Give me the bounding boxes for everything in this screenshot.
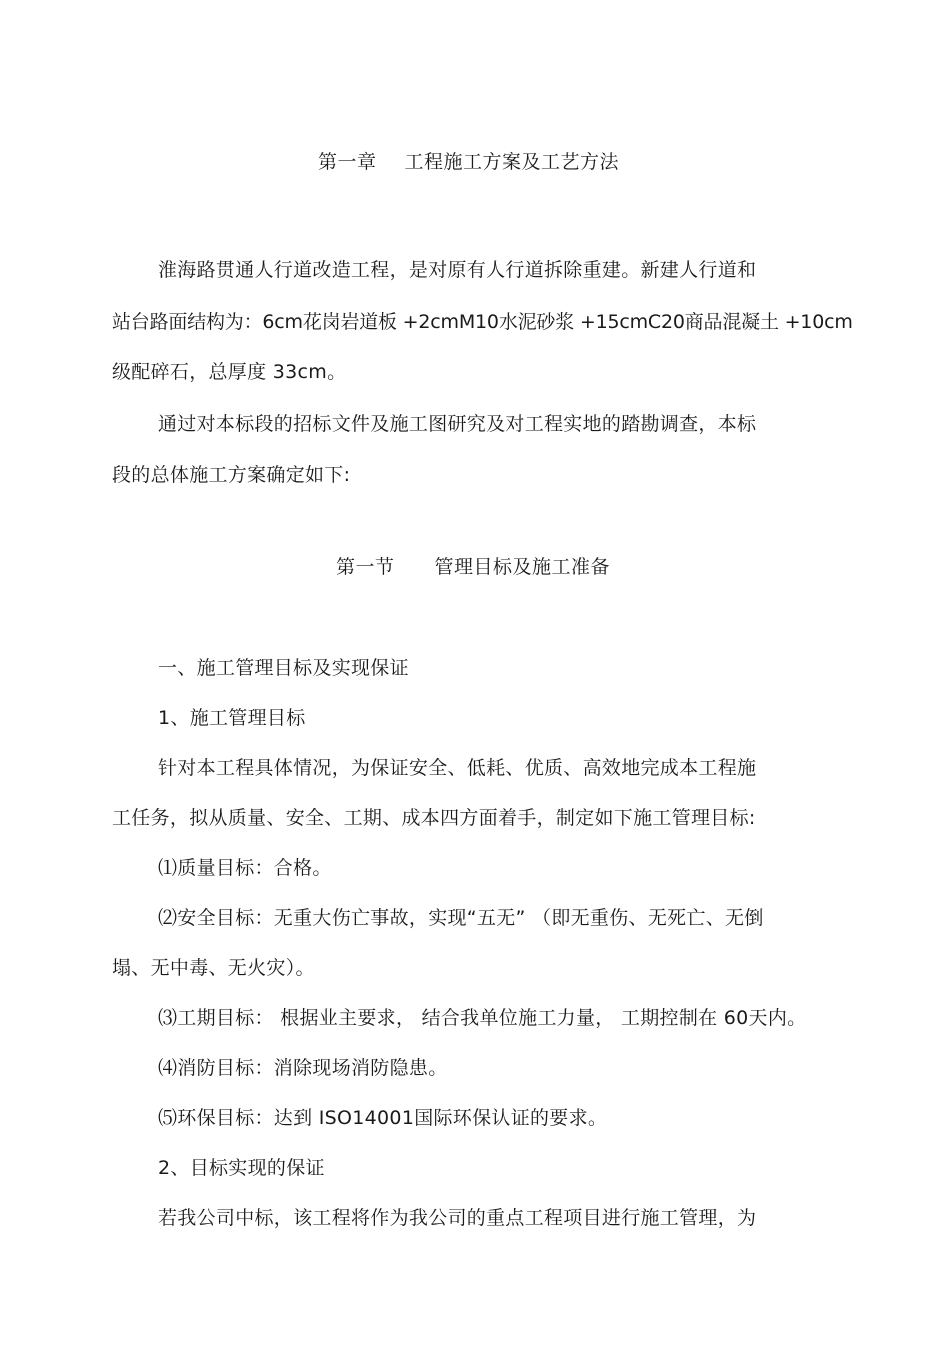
intro-paragraph-1-line-2: 站台路面结构为：6cm花岗岩道板 +2cmM10水泥砂浆 +15cmC20商品混凝土 +10cm (112, 311, 853, 333)
paragraph-4-line-1: 若我公司中标，该工程将作为我公司的重点工程项目进行施工管理，为 (158, 1207, 757, 1229)
intro-paragraph-1-line-1: 淮海路贯通人行道改造工程，是对原有人行道拆除重建。新建人行道和 (158, 259, 757, 281)
chapter-title: 工程施工方案及工艺方法 (404, 151, 620, 173)
subheading-1-1: 1、施工管理目标 (158, 707, 306, 729)
intro-paragraph-2-line-1: 通过对本标段的招标文件及施工图研究及对工程实地的踏勘调查，本标 (158, 413, 757, 435)
goal-item-safety-line-2: 塌、无中毒、无火灾）。 (112, 957, 315, 979)
paragraph-3-line-1: 针对本工程具体情况，为保证安全、低耗、优质、高效地完成本工程施 (158, 757, 757, 779)
goal-item-schedule: ⑶工期目标： 根据业主要求， 结合我单位施工力量， 工期控制在 60天内。 (158, 1007, 807, 1029)
chapter-number: 第一章 (318, 151, 377, 173)
goal-item-safety-line-1: ⑵安全目标：无重大伤亡事故，实现“五无” （即无重伤、无死亡、无倒 (158, 907, 764, 929)
subheading-1: 一、施工管理目标及实现保证 (158, 657, 409, 679)
paragraph-3-line-2: 工任务，拟从质量、安全、工期、成本四方面着手，制定如下施工管理目标: (112, 807, 756, 829)
goal-item-quality: ⑴质量目标：合格。 (158, 857, 332, 879)
section-heading (336, 555, 610, 579)
subheading-1-2: 2、目标实现的保证 (158, 1157, 325, 1179)
section-title: 管理目标及施工准备 (434, 556, 611, 578)
section-number: 第一节 (336, 556, 395, 578)
intro-paragraph-2-line-2: 段的总体施工方案确定如下: (112, 464, 351, 486)
chapter-heading (318, 150, 619, 174)
goal-item-environment: ⑸环保目标：达到 ISO14001国际环保认证的要求。 (158, 1107, 608, 1129)
goal-item-fire: ⑷消防目标：消除现场消防隐患。 (158, 1057, 448, 1079)
intro-paragraph-1-line-3: 级配碎石，总厚度 33cm。 (112, 361, 347, 383)
